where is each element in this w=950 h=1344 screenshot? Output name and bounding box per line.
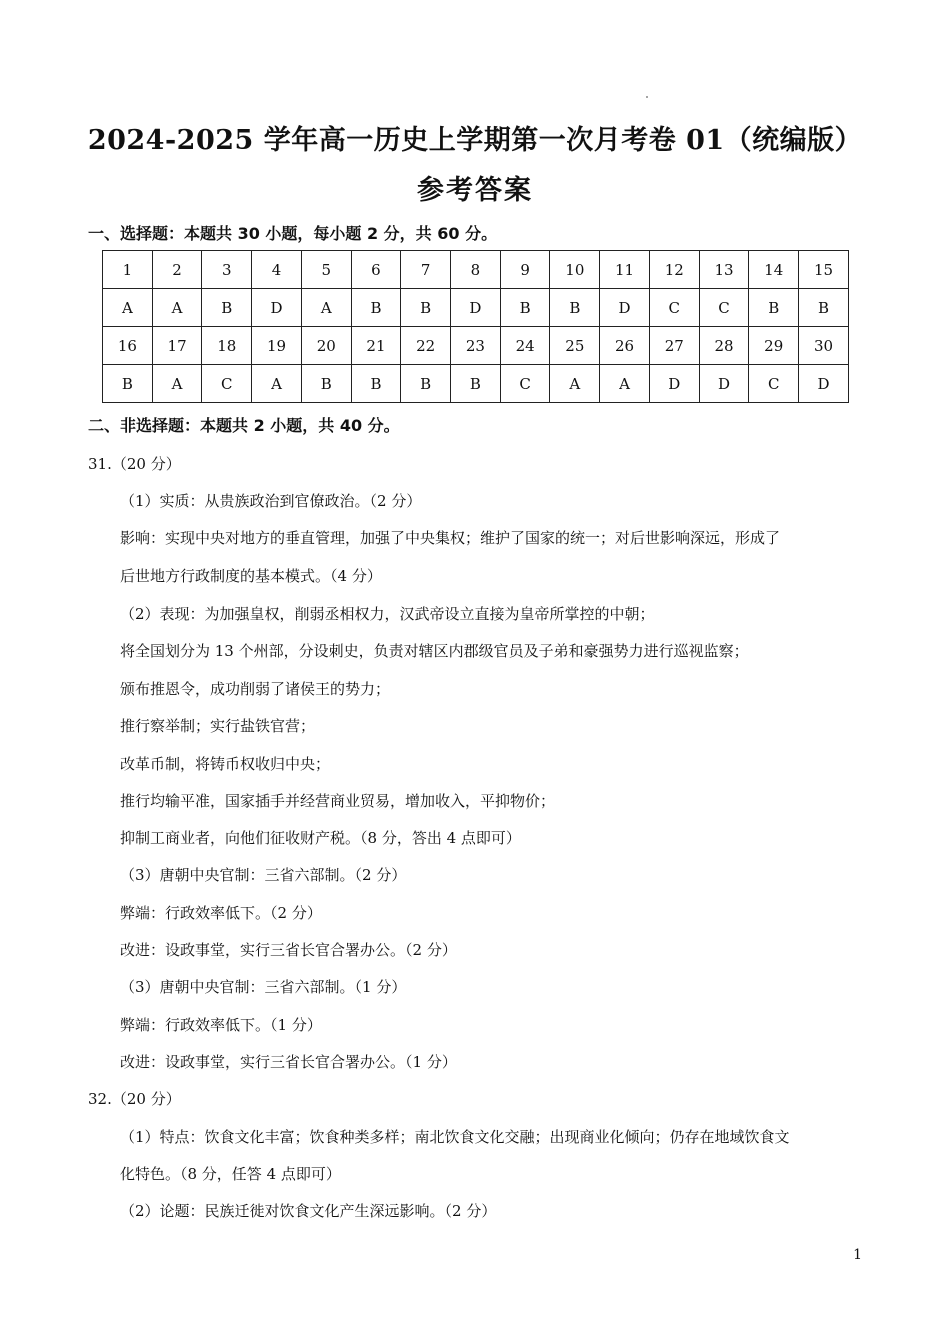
question-number-cell: 4 (252, 251, 302, 289)
answer-cell: B (202, 289, 252, 327)
answer-cell: B (550, 289, 600, 327)
answer-line: 颁布推恩令，成功削弱了诸侯王的势力； (120, 680, 391, 698)
question-number-cell: 22 (401, 327, 451, 365)
section-2-heading: 二、非选择题：本题共 2 小题，共 40 分。 (88, 416, 400, 435)
question-number-cell: 27 (649, 327, 699, 365)
answer-cell: C (500, 365, 550, 403)
answer-cell: B (799, 289, 849, 327)
question-number-cell: 9 (500, 251, 550, 289)
answer-row (103, 289, 849, 327)
page-title: 2024-2025 学年高一历史上学期第一次月考卷 01（统编版） (87, 125, 863, 156)
question-number-cell: 16 (103, 327, 153, 365)
question-number-cell: 5 (301, 251, 351, 289)
stray-dot (646, 96, 648, 98)
answer-line: （1）实质：从贵族政治到官僚政治。（2 分） (120, 492, 422, 510)
question-number-cell: 3 (202, 251, 252, 289)
answer-line: 改进：设政事堂，实行三省长官合署办公。（2 分） (120, 941, 457, 959)
answer-cell: A (301, 289, 351, 327)
answer-cell: A (152, 289, 202, 327)
answer-line: 32.（20 分） (88, 1090, 181, 1108)
answer-line: 弊端：行政效率低下。（2 分） (120, 904, 322, 922)
answer-line: （1）特点：饮食文化丰富；饮食种类多样；南北饮食文化交融；出现商业化倾向；仍存在地域饮食文 (120, 1128, 790, 1146)
answer-cell: C (202, 365, 252, 403)
question-number-cell: 15 (799, 251, 849, 289)
question-number-cell: 18 (202, 327, 252, 365)
question-number-row (103, 327, 849, 365)
question-number-cell: 6 (351, 251, 401, 289)
question-number-cell: 7 (401, 251, 451, 289)
section-1-heading: 一、选择题：本题共 30 小题，每小题 2 分，共 60 分。 (88, 224, 498, 243)
question-number-cell: 1 (103, 251, 153, 289)
answer-line: 后世地方行政制度的基本模式。（4 分） (120, 567, 382, 585)
question-number-cell: 11 (600, 251, 650, 289)
answer-line: 抑制工商业者，向他们征收财产税。（8 分，答出 4 点即可） (120, 829, 521, 847)
answer-table (102, 250, 849, 403)
question-number-cell: 28 (699, 327, 749, 365)
question-number-cell: 30 (799, 327, 849, 365)
page-number: 1 (853, 1247, 862, 1263)
question-number-cell: 21 (351, 327, 401, 365)
answer-cell: A (600, 365, 650, 403)
answer-cell: D (252, 289, 302, 327)
question-number-cell: 8 (451, 251, 501, 289)
question-number-cell: 29 (749, 327, 799, 365)
answer-cell: D (649, 365, 699, 403)
answer-cell: B (351, 289, 401, 327)
question-number-cell: 23 (451, 327, 501, 365)
answer-line: （3）唐朝中央官制：三省六部制。（2 分） (120, 866, 407, 884)
answer-line: （2）论题：民族迁徙对饮食文化产生深远影响。（2 分） (120, 1202, 497, 1220)
question-number-cell: 2 (152, 251, 202, 289)
answer-line: 改进：设政事堂，实行三省长官合署办公。（1 分） (120, 1053, 457, 1071)
question-number-cell: 10 (550, 251, 600, 289)
question-number-cell: 13 (699, 251, 749, 289)
answer-cell: D (699, 365, 749, 403)
question-number-cell: 19 (252, 327, 302, 365)
answer-row (103, 365, 849, 403)
answer-cell: A (550, 365, 600, 403)
answer-line: 31.（20 分） (88, 455, 181, 473)
answer-line: 弊端：行政效率低下。（1 分） (120, 1016, 322, 1034)
question-number-cell: 12 (649, 251, 699, 289)
answer-cell: B (351, 365, 401, 403)
answer-cell: A (252, 365, 302, 403)
answer-cell: B (500, 289, 550, 327)
answer-line: 改革币制，将铸币权收归中央； (120, 755, 331, 773)
question-number-cell: 20 (301, 327, 351, 365)
answer-cell: B (749, 289, 799, 327)
answer-line: 化特色。（8 分，任答 4 点即可） (120, 1165, 341, 1183)
answer-line: （2）表现：为加强皇权，削弱丞相权力，汉武帝设立直接为皇帝所掌控的中朝； (120, 605, 655, 623)
answer-cell: C (699, 289, 749, 327)
answer-line: 推行均输平准，国家插手并经营商业贸易，增加收入，平抑物价； (120, 792, 556, 810)
answer-cell: A (103, 289, 153, 327)
answer-cell: C (649, 289, 699, 327)
answer-cell: A (152, 365, 202, 403)
answer-cell: B (301, 365, 351, 403)
page-subtitle: 参考答案 (417, 175, 533, 206)
answer-cell: B (103, 365, 153, 403)
answer-cell: B (401, 365, 451, 403)
answer-line: （3）唐朝中央官制：三省六部制。（1 分） (120, 978, 407, 996)
answer-cell: D (451, 289, 501, 327)
question-number-cell: 24 (500, 327, 550, 365)
answer-line: 将全国划分为 13 个州部，分设刺史，负责对辖区内郡级官员及子弟和豪强势力进行巡视监察； (120, 642, 749, 660)
question-number-cell: 25 (550, 327, 600, 365)
question-number-cell: 14 (749, 251, 799, 289)
question-number-cell: 26 (600, 327, 650, 365)
question-number-row (103, 251, 849, 289)
answer-cell: D (600, 289, 650, 327)
question-number-cell: 17 (152, 327, 202, 365)
answer-line: 影响：实现中央对地方的垂直管理，加强了中央集权；维护了国家的统一；对后世影响深远，形成了 (120, 529, 781, 547)
answer-cell: B (451, 365, 501, 403)
answer-line: 推行察举制；实行盐铁官营； (120, 717, 316, 735)
answer-cell: B (401, 289, 451, 327)
answer-cell: C (749, 365, 799, 403)
answer-cell: D (799, 365, 849, 403)
